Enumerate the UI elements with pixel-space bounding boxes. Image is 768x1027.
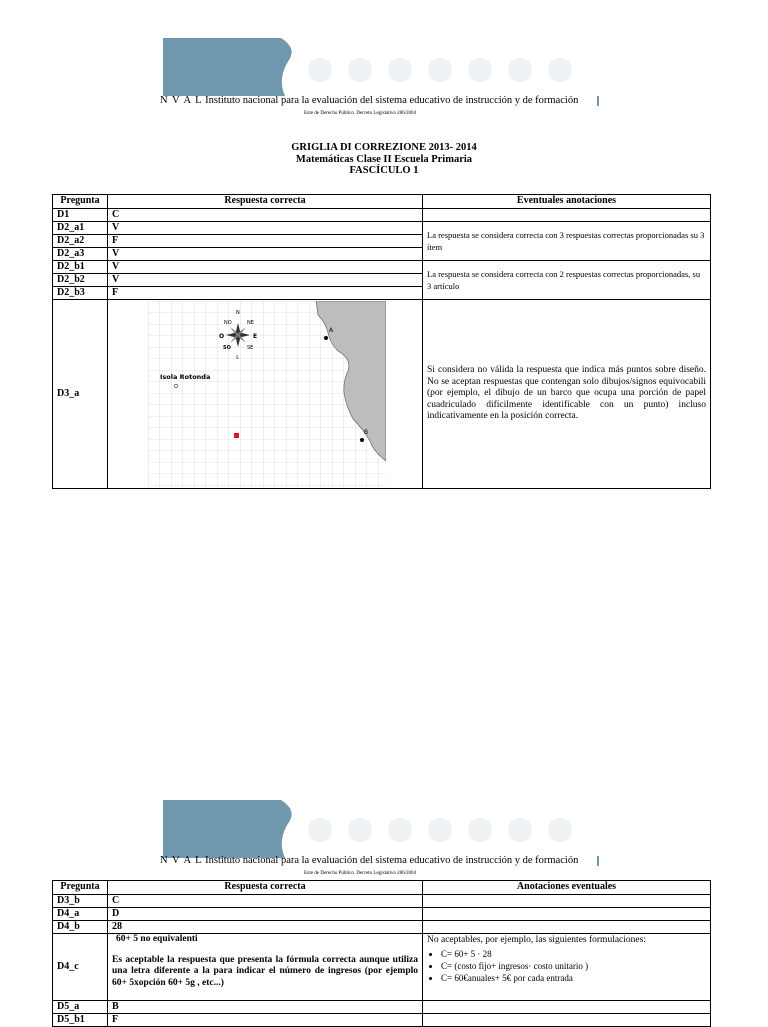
header-bar [597,856,599,866]
table-row [53,921,711,934]
annotation-empty [423,1001,711,1014]
invalsi-logo [163,800,299,858]
answer-point-marker [234,433,239,438]
question-id: D4_c [53,934,108,1001]
point-b-label: B [364,429,369,436]
title-line-1: GRIGLIA DI CORREZIONE 2013- 2014 [291,142,477,153]
column-header: Pregunta [53,881,108,895]
answer: B [108,1001,423,1014]
annotation-d2b: La respuesta se considera correcta con 2 respuestas correctas proporcionadas, su 3 artículo [423,261,711,300]
column-header: Anotaciones eventuales [423,881,711,895]
question-id: D5_a [53,1001,108,1014]
answer: C [108,209,423,222]
d4c-line-1: 60+ 5 no equivalenti [116,934,198,944]
institute-prefix: N V A L [160,95,203,106]
compass-s: S [236,355,239,360]
logo-watermark [300,48,600,88]
question-id: D2_a1 [53,222,108,235]
table-row [53,908,711,921]
table-header-row [53,195,711,209]
table-row [53,1014,711,1027]
question-id: D2_b2 [53,274,108,287]
annotation-empty [423,209,711,222]
document-title [0,142,768,177]
question-id: D3_b [53,895,108,908]
annotation-d2a: La respuesta se considera correcta con 3 respuestas correctas proporcionadas su 3 ítem [423,222,711,261]
answer: F [108,287,423,300]
legal-note: Ente de Derecho Público. Decreto Legislativo 286/2004 [304,871,417,876]
compass-no: NO [224,320,232,326]
institute-name: Instituto nacional para la evaluación del sistema educativo de instrucción y de formación [205,855,579,866]
island-label: Isola Rotonda [160,373,211,381]
institute-line [160,855,578,866]
table-header-row [53,881,711,895]
table-row [53,1001,711,1014]
compass-e: E [253,333,258,340]
compass-ne: NE [247,320,254,326]
list-item: • C= (costo fijo+ ingresos· costo unitario ) [441,960,706,972]
question-id: D2_a3 [53,248,108,261]
table-row [53,222,711,235]
annotation-empty [423,908,711,921]
table-row [53,934,711,1001]
annotation-d4c [423,934,711,1001]
answer: V [108,222,423,235]
title-line-2: Matemáticas Clase II Escuela Primaria [295,153,473,165]
header-bar [597,96,599,106]
table-row [53,261,711,274]
annotation-empty [423,1014,711,1027]
answer: V [108,248,423,261]
compass-so: SO [223,345,231,351]
list-item: • C= 60+ 5 · 28 [441,948,706,960]
logo-wave-icon [259,38,299,96]
answer: V [108,274,423,287]
compass-n: N [236,310,240,316]
correction-table-2 [52,880,711,1027]
question-id: D4_a [53,908,108,921]
title-line-3: FASCÍCULO 1 [349,165,419,176]
annotation-empty [423,895,711,908]
table-row [53,209,711,222]
question-id: D3_a [53,300,108,489]
d4c-line-2: Es aceptable la respuesta que presenta la fórmula correcta aunque utiliza una letra diferente a la para indicar el número de ingresos (por ejemplo 60+ 5xopción 60+ 5g , etc...) [112,954,418,988]
answer: F [108,1014,423,1027]
point-a-label: A [329,327,334,334]
d4c-notes-list [427,948,706,984]
legal-note: Ente de Derecho Público. Decreto Legislativo 286/2004 [304,111,417,116]
answer: 28 [108,921,423,934]
invalsi-logo [163,38,299,96]
annotation-d3a: Si considera no válida la respuesta que indica más puntos sobre diseño. No se aceptan respuestas que contengan solo dibujos/signos equivocabili (por ejemplo, el dibujo de un barco que ocupa una porción de papel cuadriculado difícilmente identificable con un punto) incluso indicativamente en la posición correcta. [423,300,711,489]
d4c-notes-intro: No aceptables, por ejemplo, las siguientes formulaciones: [427,935,646,945]
table-row [53,895,711,908]
question-id: D2_b1 [53,261,108,274]
question-id: D1 [53,209,108,222]
logo-wave-icon [259,800,299,858]
list-item: • C= 60€anuales+ 5€ por cada entrada [441,972,706,984]
logo-watermark [300,808,600,848]
column-header: Respuesta correcta [108,195,423,209]
point-b-marker [360,438,364,442]
point-a-marker [324,336,328,340]
compass-o: O [219,333,225,340]
annotation-empty [423,921,711,934]
answer: V [108,261,423,274]
table-row [53,300,711,489]
institute-name: Instituto nacional para la evaluación del sistema educativo de instrucción y de formación [205,95,579,106]
compass-se: SE [247,345,254,351]
institute-prefix: N V A L [160,855,203,866]
map-cell [108,300,423,489]
question-id: D2_a2 [53,235,108,248]
answer: C [108,895,423,908]
question-id: D2_b3 [53,287,108,300]
answer: D [108,908,423,921]
answer: F [108,235,423,248]
question-id: D5_b1 [53,1014,108,1027]
answer-d4c [108,934,423,1001]
column-header: Respuesta correcta [108,881,423,895]
grid-map [148,301,386,487]
correction-table-1 [52,194,711,489]
institute-line [160,95,578,106]
question-id: D4_b [53,921,108,934]
column-header: Pregunta [53,195,108,209]
column-header: Eventuales anotaciones [423,195,711,209]
